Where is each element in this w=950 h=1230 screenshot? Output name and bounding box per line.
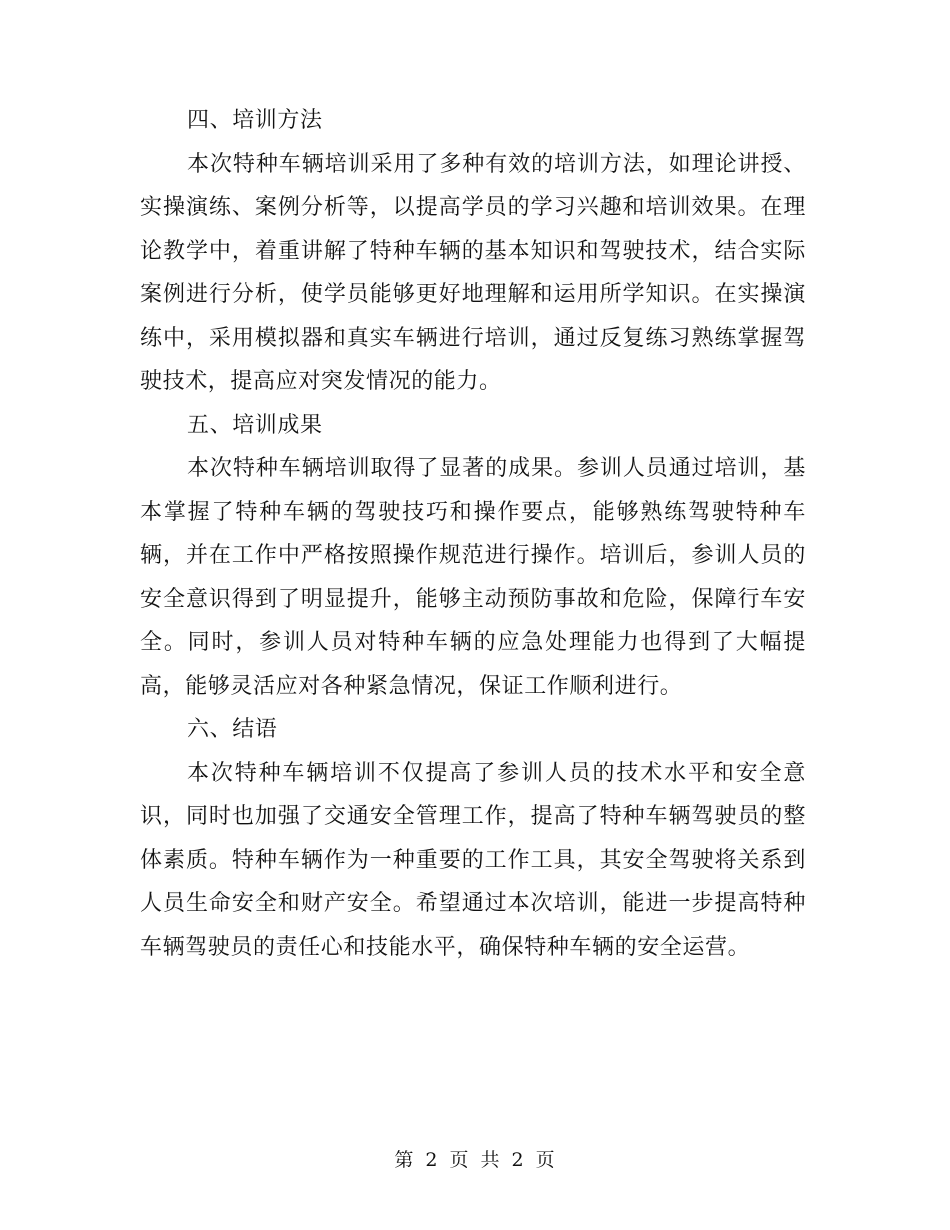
document-body — [140, 99, 806, 969]
section-paragraph-results: 本次特种车辆培训取得了显著的成果。参训人员通过培训，基本掌握了特种车辆的驾驶技巧和操作要点，能够熟练驾驶特种车辆，并在工作中严格按照操作规范进行操作。培训后，参训人员的安全意识得到了明显提升，能够主动预防事故和危险，保障行车安全。同时，参训人员对特种车辆的应急处理能力也得到了大幅提高，能够灵活应对各种紧急情况，保证工作顺利进行。 — [140, 456, 806, 699]
section-heading-conclusion: 六、结语 — [187, 717, 278, 742]
section-heading-results: 五、培训成果 — [187, 412, 323, 438]
section-paragraph-conclusion: 本次特种车辆培训不仅提高了参训人员的技术水平和安全意识，同时也加强了交通安全管理工作，提高了特种车辆驾驶员的整体素质。特种车辆作为一种重要的工作工具，其安全驾驶将关系到人员生命安全和财产安全。希望通过本次培训，能进一步提高特种车辆驾驶员的责任心和技能水平，确保特种车辆的安全运营。 — [140, 760, 806, 960]
section-paragraph-methods: 本次特种车辆培训采用了多种有效的培训方法，如理论讲授、实操演练、案例分析等，以提高学员的学习兴趣和培训效果。在理论教学中，着重讲解了特种车辆的基本知识和驾驶技术，结合实际案例进行分析，使学员能够更好地理解和运用所学知识。在实操演练中，采用模拟器和真实车辆进行培训，通过反复练习熟练掌握驾驶技术，提高应对突发情况的能力。 — [140, 151, 806, 394]
section-heading-methods: 四、培训方法 — [187, 108, 323, 133]
page-number-footer: 第 2 页 共 2 页 — [394, 1149, 556, 1171]
